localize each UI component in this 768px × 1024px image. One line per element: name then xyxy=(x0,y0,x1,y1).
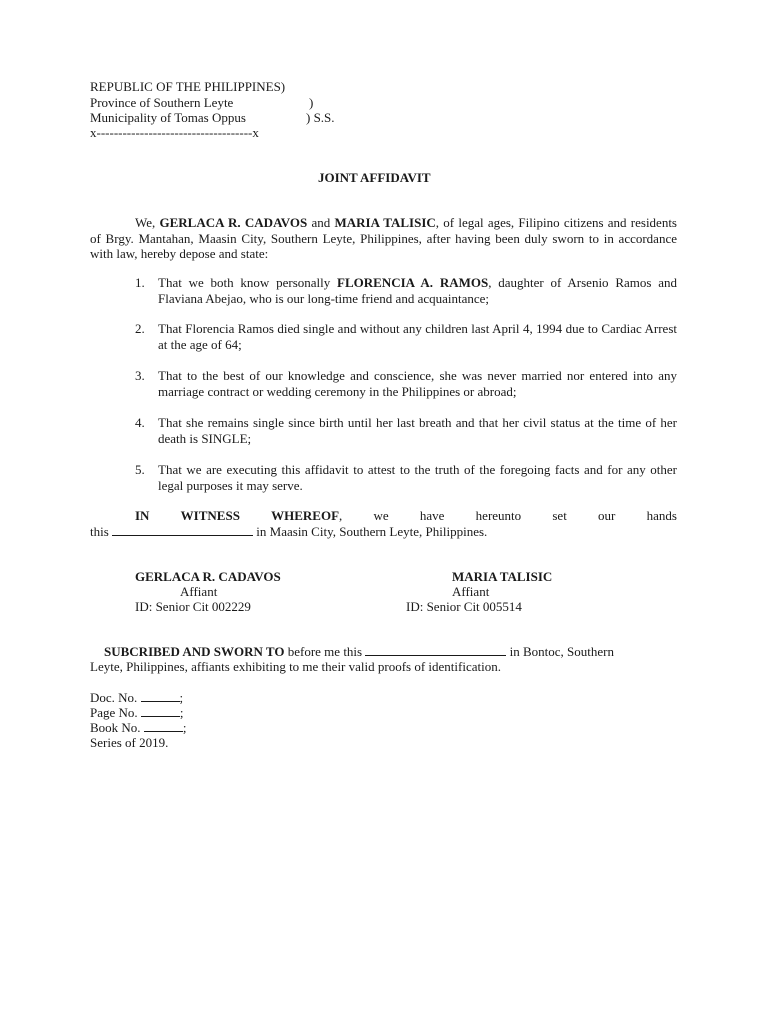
jurat-line1 xyxy=(90,644,677,660)
statement-text: That we are executing this affidavit to attest to the truth of the foregoing facts and for any other legal purposes it may serve. xyxy=(158,462,677,493)
signatory1-role: Affiant xyxy=(180,584,218,599)
witness-word: hereunto xyxy=(475,508,522,523)
doc-no xyxy=(90,690,183,706)
caption-municipality: Municipality of Tomas Oppus xyxy=(90,110,246,125)
jurat-bold: SUBCRIBED AND SWORN TO xyxy=(104,644,285,659)
book-no xyxy=(90,720,186,736)
page-no-end: ; xyxy=(179,705,184,720)
witness-in: IN xyxy=(135,508,150,523)
statement-text xyxy=(158,275,677,306)
statement-number: 1. xyxy=(135,275,145,290)
witness-word: have xyxy=(419,508,445,523)
witness-clause-line1 xyxy=(135,508,677,524)
doc-no-end: ; xyxy=(179,690,184,705)
intro-and: and xyxy=(307,215,335,230)
signatory1-id: ID: Senior Cit 002229 xyxy=(135,599,251,614)
caption-divider: x------------------------------------x xyxy=(90,125,259,140)
signatory2-id: ID: Senior Cit 005514 xyxy=(406,599,522,614)
witness-this: this xyxy=(90,524,109,539)
date-blank-line xyxy=(112,524,253,536)
intro-rest: , of legal ages, Filipino citizens and residents of Brgy. Mantahan, Maasin City, Southern Leyte, Philippines, after having been duly sworn to in accordance with law, hereby depose and state: xyxy=(90,215,677,261)
doc-no-label: Doc. No. xyxy=(90,690,138,705)
statement-number: 5. xyxy=(135,462,145,477)
statement-text-post: , daughter of Arsenio Ramos and Flaviana Abejao, who is our long-time friend and acquaintance; xyxy=(158,275,678,306)
book-no-end: ; xyxy=(182,720,187,735)
jurat-date-blank xyxy=(365,644,506,656)
statement-number: 2. xyxy=(135,321,145,336)
witness-witness: WITNESS xyxy=(180,508,240,523)
signatory2-name: MARIA TALISIC xyxy=(452,569,553,584)
witness-comma: , xyxy=(339,508,343,523)
signatory1-name: GERLACA R. CADAVOS xyxy=(135,569,281,584)
doc-no-blank xyxy=(141,690,180,702)
page-no-blank xyxy=(141,705,180,717)
caption-province-paren: ) xyxy=(309,95,314,110)
jurat-pre: before me this xyxy=(284,644,366,659)
jurat-line2: Leyte, Philippines, affiants exhibiting to me their valid proofs of identification. xyxy=(90,659,501,674)
caption-province: Province of Southern Leyte xyxy=(90,95,234,110)
series: Series of 2019. xyxy=(90,735,169,750)
witness-word: our xyxy=(598,508,616,523)
witness-clause-line2 xyxy=(90,524,487,540)
book-no-label: Book No. xyxy=(90,720,141,735)
page-no xyxy=(90,705,184,721)
deceased-name: FLORENCIA A. RAMOS xyxy=(337,275,489,290)
statement-number: 4. xyxy=(135,415,145,430)
statement-text: That Florencia Ramos died single and without any children last April 4, 1994 due to Cardiac Arrest at the age of 64; xyxy=(158,321,677,352)
document-title: JOINT AFFIDAVIT xyxy=(318,170,431,185)
statement-number: 3. xyxy=(135,368,145,383)
witness-word: hands xyxy=(646,508,677,523)
witness-whereof: WHEREOF xyxy=(271,508,340,523)
statement-text: That to the best of our knowledge and conscience, she was never married nor entered into any marriage contract or wedding ceremony in the Philippines or abroad; xyxy=(158,368,677,399)
statement-text-pre: That we both know personally xyxy=(158,275,338,290)
intro-we: We, xyxy=(135,215,160,230)
witness-word: we xyxy=(373,508,389,523)
page-no-label: Page No. xyxy=(90,705,138,720)
witness-word: set xyxy=(552,508,567,523)
book-no-blank xyxy=(144,720,183,732)
jurat-post: in Bontoc, Southern xyxy=(506,644,614,659)
caption-republic: REPUBLIC OF THE PHILIPPINES) xyxy=(90,79,286,94)
statement-text: That she remains single since birth until her last breath and that her civil status at the time of her death is SINGLE; xyxy=(158,415,677,446)
witness-whereof-group xyxy=(271,508,342,524)
caption-venue-ss: ) S.S. xyxy=(306,110,335,125)
signatory2-role: Affiant xyxy=(452,584,490,599)
witness-tail: in Maasin City, Southern Leyte, Philippines. xyxy=(256,524,488,539)
affiant2-name: MARIA TALISIC xyxy=(334,215,436,230)
intro-paragraph xyxy=(90,215,677,262)
affiant1-name: GERLACA R. CADAVOS xyxy=(159,215,308,230)
